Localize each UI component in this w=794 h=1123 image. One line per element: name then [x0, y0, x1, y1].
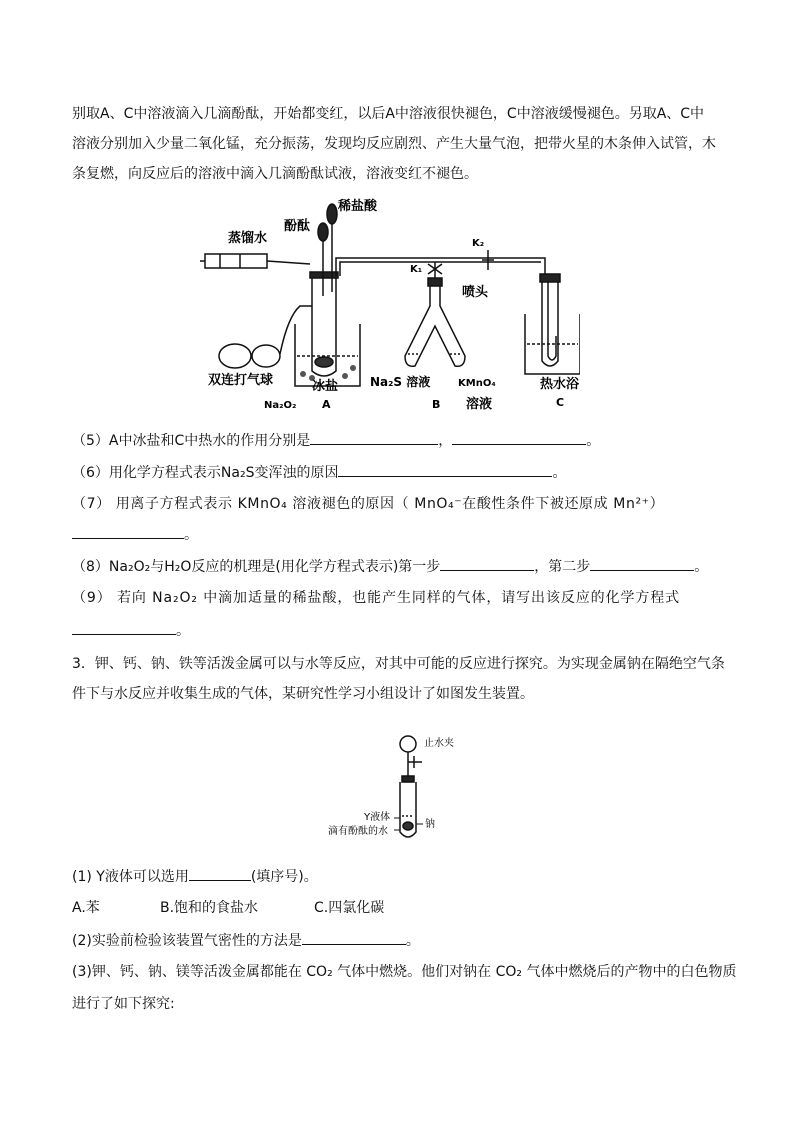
gas-tubing	[336, 258, 545, 278]
q6-blank[interactable]	[338, 462, 552, 477]
label-a: A	[322, 398, 331, 411]
option-b: B.饱和的食盐水	[160, 900, 259, 916]
label-phenolphthalein: 酚酞	[284, 219, 311, 234]
k2-valve-icon	[482, 250, 494, 270]
q9-blank[interactable]	[72, 620, 176, 635]
intro-line-3: 条复燃，向反应后的溶液中滴入几滴酚酞试液，溶液变红不褪色。	[72, 166, 478, 182]
label-kmno4-solution: 溶液	[466, 397, 493, 412]
q8-end: 。	[694, 559, 709, 575]
question-9: （9） 若向 Na₂O₂ 中滴加适量的稀盐酸，也能产生同样的气体，请写出该反应的化学方程式	[72, 590, 681, 606]
syringe-icon	[200, 254, 310, 268]
intro-line-2: 溶液分别加入少量二氧化锰，充分振荡，发现均反应剧烈、产生大量气泡，把带火星的木条伸入试管，木	[72, 136, 716, 152]
s3q1-text: (1) Y液体可以选用	[72, 869, 189, 885]
intro-line-1: 别取A、C中溶液滴入几滴酚酞，开始都变红，以后A中溶液很快褪色，C中溶液缓慢褪色。另取A、C中	[72, 106, 705, 122]
question-5	[72, 430, 600, 451]
q5-sep: ，	[438, 433, 453, 449]
question-6	[72, 462, 566, 483]
q6-end: 。	[552, 465, 567, 481]
question-7: （7） 用离子方程式表示 KMnO₄ 溶液褪色的原因（ MnO₄⁻在酸性条件下被还原成 Mn²⁺）	[72, 496, 665, 512]
label-k1: K₁	[410, 264, 423, 275]
question-7-answer	[72, 524, 198, 545]
label-double-bulb: 双连打气球	[208, 373, 274, 388]
double-bulb-pump-icon	[219, 306, 312, 368]
q5-blank-1[interactable]	[310, 430, 438, 445]
clamp-icon	[408, 756, 422, 768]
s3q2-end: 。	[405, 933, 420, 949]
label-water-phenol: 滴有酚酞的水	[328, 826, 388, 837]
test-tube-icon	[400, 736, 416, 837]
s3-question-2	[72, 930, 420, 951]
question-8	[72, 556, 708, 577]
label-dilute-hcl: 稀盐酸	[338, 199, 378, 214]
label-ice-salt: 冰盐	[312, 379, 339, 394]
s3q1-blank[interactable]	[189, 866, 251, 881]
label-na2s-solution: Na₂S 溶液	[370, 375, 431, 389]
label-k2: K₂	[472, 238, 485, 249]
s3q1-end: (填序号)。	[250, 869, 318, 885]
beaker-c	[525, 274, 580, 374]
label-b: B	[432, 398, 441, 411]
q8-blank-1[interactable]	[440, 556, 534, 571]
q6-text: （6）用化学方程式表示Na₂S变浑浊的原因	[72, 465, 339, 481]
label-na2o2: Na₂O₂	[264, 400, 297, 411]
s3-question-3-line-1: (3)钾、钙、钠、镁等活泼金属都能在 CO₂ 气体中燃烧。他们对钠在 CO₂ 气体中燃烧后的产物中的白色物质	[72, 964, 737, 980]
q5-blank-2[interactable]	[452, 430, 586, 445]
q8-mid: ，第二步	[534, 559, 591, 575]
s3q2-blank[interactable]	[302, 930, 406, 945]
label-c: C	[556, 396, 565, 409]
s3-options	[72, 898, 384, 918]
y-tube-b	[405, 278, 465, 366]
label-nozzle: 喷头	[462, 285, 489, 300]
q7-end: 。	[184, 527, 198, 543]
question-9-answer	[72, 620, 190, 641]
q5-end: 。	[586, 433, 601, 449]
dropper-icon	[318, 223, 328, 296]
q8-text: （8）Na₂O₂与H₂O反应的机理是(用化学方程式表示)第一步	[72, 559, 441, 575]
q8-blank-2[interactable]	[590, 556, 694, 571]
q9-end: 。	[176, 623, 190, 639]
label-sodium: 钠	[425, 819, 435, 830]
label-distilled-water: 蒸馏水	[228, 231, 268, 246]
q5-text: （5）A中冰盐和C中热水的作用分别是	[72, 433, 311, 449]
s3q2-text: (2)实验前检验该装置气密性的方法是	[72, 933, 302, 949]
label-clamp: 止水夹	[424, 738, 454, 749]
s3-question-1	[72, 866, 318, 887]
option-a: A.苯	[72, 900, 100, 916]
apparatus-figure-abc	[200, 196, 580, 416]
label-y-liquid: Y液体	[364, 812, 391, 823]
section-3-line-2: 件下与水反应并收集生成的气体，某研究性学习小组设计了如图发生装置。	[72, 686, 534, 702]
s3-question-3-line-2: 进行了如下探究:	[72, 996, 175, 1012]
sodium-apparatus-figure	[328, 730, 478, 842]
label-hot-water-bath: 热水浴	[540, 377, 580, 392]
option-c: C.四氯化碳	[314, 900, 385, 916]
beaker-a	[295, 272, 360, 386]
label-kmno4: KMnO₄	[458, 378, 496, 389]
q7-blank[interactable]	[72, 524, 184, 539]
section-3-line-1: 3．钾、钙、钠、铁等活泼金属可以与水等反应，对其中可能的反应进行探究。为实现金属钠在隔绝空气条	[72, 656, 725, 672]
